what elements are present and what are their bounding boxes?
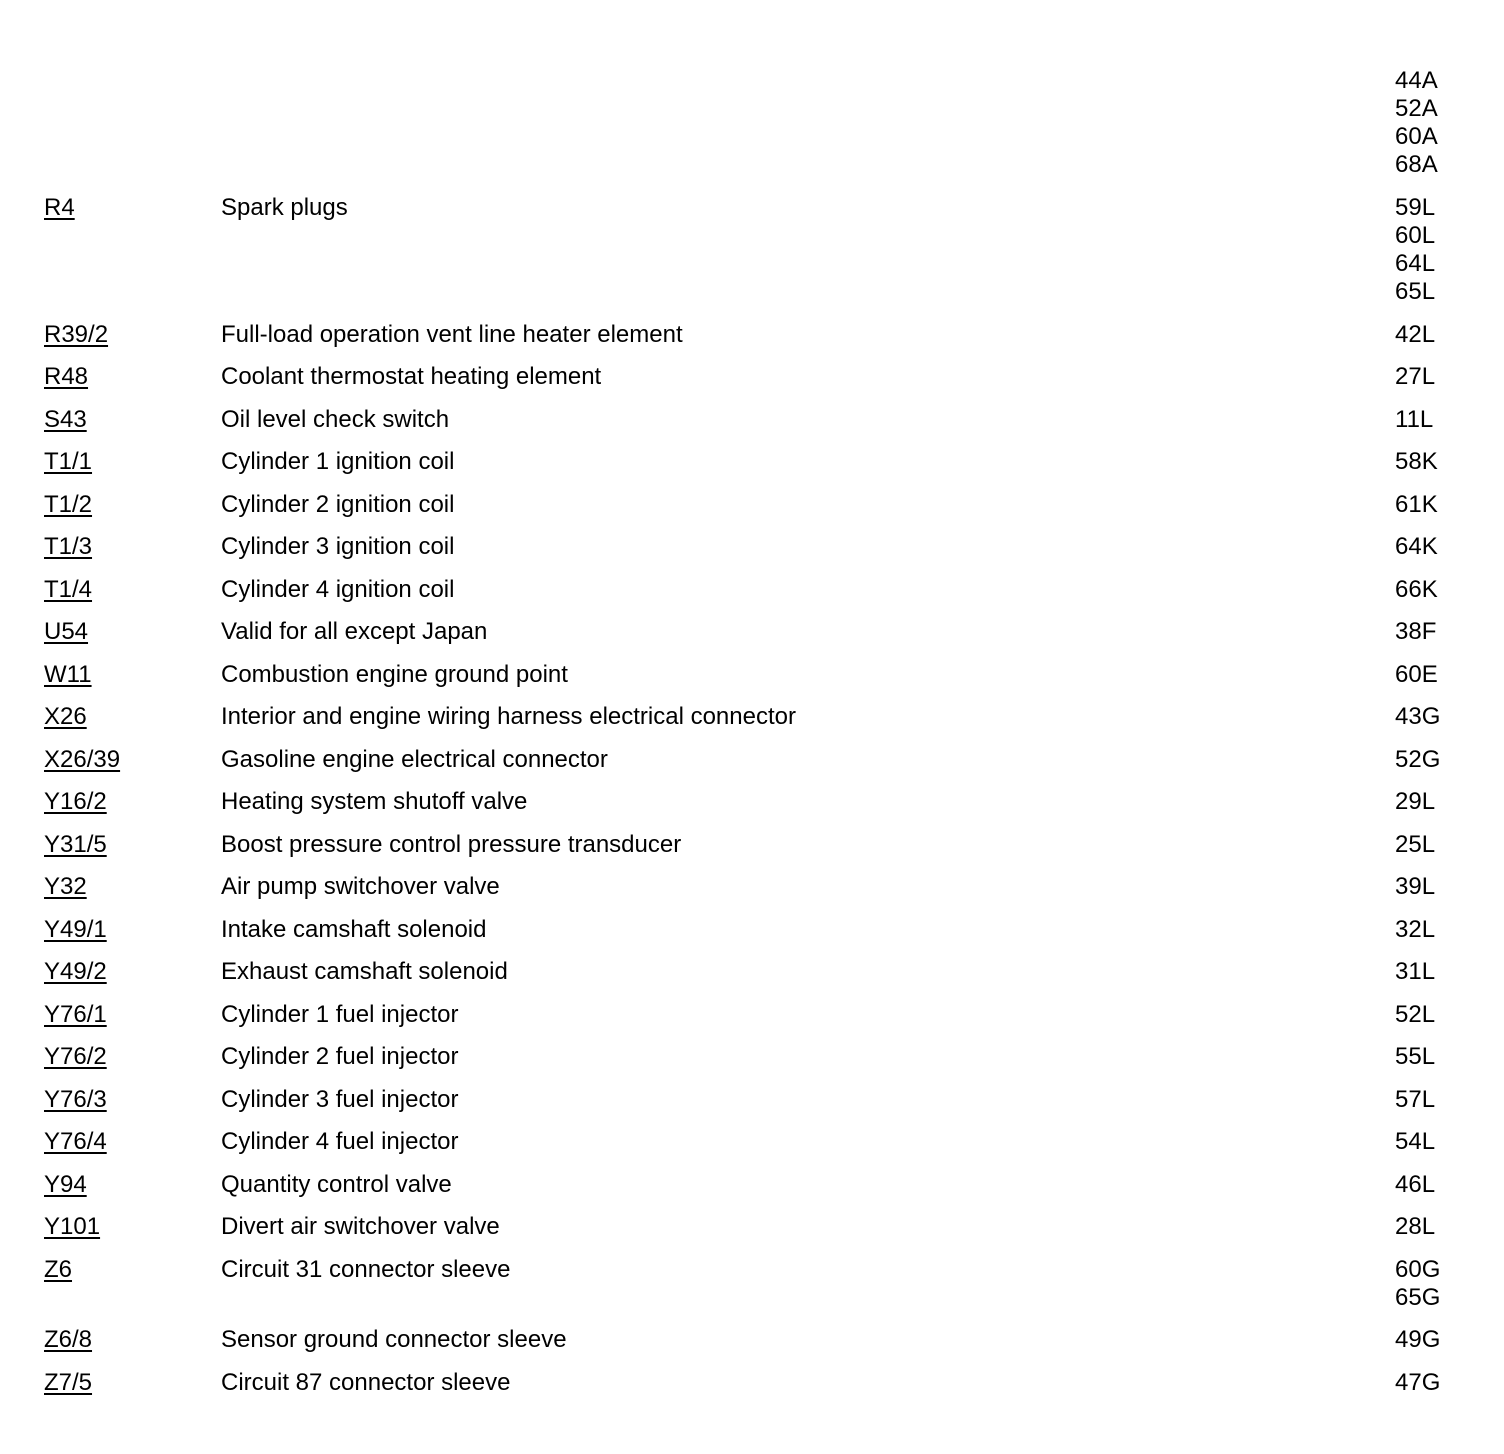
grid-reference-list (1395, 406, 1495, 434)
component-description: Boost pressure control pressure transducer (221, 830, 682, 858)
component-description: Valid for all except Japan (221, 618, 488, 645)
grid-reference: 43G (1395, 703, 1441, 730)
component-code-cell (0, 363, 221, 391)
legend-row (0, 194, 1504, 321)
component-code-cell (0, 67, 221, 95)
component-code-cell (0, 916, 221, 944)
legend-row (0, 873, 1504, 916)
component-code-cell (0, 958, 221, 986)
component-description: Interior and engine wiring harness electrical connector (221, 703, 796, 730)
grid-reference-list (1395, 1086, 1495, 1114)
grid-reference: 38F (1395, 618, 1437, 645)
legend-row (0, 576, 1504, 619)
grid-reference: 52A (1395, 95, 1438, 122)
component-description: Cylinder 3 ignition coil (221, 533, 455, 560)
grid-reference-list (1395, 916, 1495, 944)
grid-reference-list (1395, 661, 1495, 689)
grid-reference-list (1395, 67, 1495, 179)
legend-row (0, 1128, 1504, 1171)
grid-reference: 52L (1395, 1000, 1436, 1028)
legend-row (0, 916, 1504, 959)
grid-reference: 59L (1395, 194, 1436, 221)
grid-reference: 32L (1395, 915, 1436, 943)
component-code-link[interactable]: R39/2 (44, 320, 109, 348)
component-description: Gasoline engine electrical connector (221, 745, 608, 773)
component-legend (0, 67, 1504, 1411)
grid-reference: 47G (1395, 1368, 1441, 1396)
grid-reference: 60G (1395, 1255, 1441, 1283)
grid-reference: 39L (1395, 873, 1436, 900)
grid-reference: 42L (1395, 320, 1436, 348)
component-code-cell (0, 533, 221, 561)
component-code-cell (0, 873, 221, 901)
component-code-cell (0, 703, 221, 731)
grid-reference-list (1395, 448, 1495, 476)
component-description: Air pump switchover valve (221, 873, 500, 900)
component-code-link[interactable]: R4 (44, 194, 75, 221)
legend-row (0, 67, 1504, 194)
grid-reference: 57L (1395, 1085, 1436, 1113)
component-description: Cylinder 4 fuel injector (221, 1128, 459, 1155)
grid-reference: 52G (1395, 745, 1441, 773)
component-code-link[interactable]: W11 (44, 660, 92, 688)
legend-row (0, 618, 1504, 661)
grid-reference: 64K (1395, 533, 1438, 560)
legend-row (0, 1326, 1504, 1369)
component-code-cell (0, 491, 221, 519)
component-description: Combustion engine ground point (221, 660, 568, 688)
component-description: Cylinder 2 ignition coil (221, 490, 455, 518)
component-code-cell (0, 448, 221, 476)
grid-reference: 65L (1395, 278, 1436, 305)
grid-reference: 55L (1395, 1043, 1436, 1070)
component-description: Full-load operation vent line heater element (221, 320, 683, 348)
legend-row (0, 1001, 1504, 1044)
legend-row (0, 788, 1504, 831)
legend-row (0, 321, 1504, 364)
component-description: Heating system shutoff valve (221, 788, 528, 815)
grid-reference-list (1395, 746, 1495, 774)
grid-reference-list (1395, 363, 1495, 391)
legend-row (0, 448, 1504, 491)
component-code-cell (0, 406, 221, 434)
grid-reference-list (1395, 194, 1495, 306)
component-code-cell (0, 618, 221, 646)
grid-reference: 60A (1395, 123, 1438, 150)
legend-row (0, 1171, 1504, 1214)
grid-reference-list (1395, 873, 1495, 901)
component-code-link[interactable]: T1/2 (44, 490, 93, 518)
component-code-link[interactable]: Y76/3 (44, 1085, 107, 1113)
component-code-cell (0, 1128, 221, 1156)
component-description: Cylinder 1 fuel injector (221, 1000, 459, 1028)
component-description: Cylinder 1 ignition coil (221, 448, 455, 475)
component-code-cell (0, 788, 221, 816)
component-code-link[interactable]: T1/3 (44, 533, 93, 560)
component-code-link[interactable]: Y32 (44, 873, 87, 900)
grid-reference: 28L (1395, 1213, 1436, 1240)
component-code-link[interactable]: U54 (44, 618, 89, 645)
legend-row (0, 1256, 1504, 1327)
component-description: Cylinder 3 fuel injector (221, 1085, 459, 1113)
grid-reference-list (1395, 1326, 1495, 1354)
legend-row (0, 703, 1504, 746)
component-code-link[interactable]: X26/39 (44, 745, 121, 773)
component-code-link[interactable]: Z7/5 (44, 1368, 93, 1396)
grid-reference-list (1395, 1171, 1495, 1199)
component-code-cell (0, 831, 221, 859)
grid-reference-list (1395, 1001, 1495, 1029)
component-code-link[interactable]: T1/4 (44, 575, 93, 603)
grid-reference: 49G (1395, 1326, 1441, 1353)
component-code-link[interactable]: Y31/5 (44, 830, 107, 858)
grid-reference: 60E (1395, 660, 1438, 688)
component-code-link[interactable]: S43 (44, 405, 87, 433)
legend-row (0, 661, 1504, 704)
component-code-cell (0, 1213, 221, 1241)
grid-reference: 54L (1395, 1128, 1436, 1155)
component-code-cell (0, 661, 221, 689)
grid-reference: 68A (1395, 151, 1438, 178)
legend-row (0, 491, 1504, 534)
component-description: Circuit 87 connector sleeve (221, 1368, 511, 1396)
legend-row (0, 1086, 1504, 1129)
legend-row (0, 1043, 1504, 1086)
component-code-cell (0, 1171, 221, 1199)
component-code-link[interactable]: Y49/2 (44, 958, 107, 985)
component-description: Circuit 31 connector sleeve (221, 1255, 511, 1283)
component-code-cell (0, 1086, 221, 1114)
grid-reference-list (1395, 533, 1495, 561)
legend-row (0, 958, 1504, 1001)
grid-reference: 25L (1395, 830, 1436, 858)
component-code-link[interactable]: T1/1 (44, 448, 93, 475)
legend-row (0, 831, 1504, 874)
grid-reference: 66K (1395, 575, 1438, 603)
component-description: Oil level check switch (221, 405, 450, 433)
component-code-cell (0, 576, 221, 604)
component-code-link[interactable]: Y49/1 (44, 915, 107, 943)
grid-reference-list (1395, 703, 1495, 731)
component-code-cell (0, 1326, 221, 1354)
grid-reference-list (1395, 1256, 1495, 1312)
component-description: Spark plugs (221, 194, 348, 221)
grid-reference: 44A (1395, 67, 1438, 94)
component-code-cell (0, 1001, 221, 1029)
component-code-cell (0, 746, 221, 774)
component-code-cell (0, 321, 221, 349)
grid-reference: 61K (1395, 490, 1438, 518)
component-code-cell (0, 194, 221, 222)
grid-reference-list (1395, 576, 1495, 604)
component-code-cell (0, 1256, 221, 1284)
component-code-link[interactable]: X26 (44, 703, 87, 730)
legend-row (0, 1369, 1504, 1412)
grid-reference: 31L (1395, 958, 1436, 985)
grid-reference-list (1395, 1128, 1495, 1156)
component-code-link[interactable]: Y76/1 (44, 1000, 107, 1028)
legend-row (0, 363, 1504, 406)
grid-reference-list (1395, 1043, 1495, 1071)
grid-reference-list (1395, 1369, 1495, 1397)
grid-reference: 27L (1395, 363, 1436, 390)
grid-reference-list (1395, 618, 1495, 646)
legend-row (0, 406, 1504, 449)
component-description: Divert air switchover valve (221, 1213, 500, 1240)
grid-reference: 29L (1395, 788, 1436, 815)
component-code-link[interactable]: R48 (44, 363, 89, 390)
component-description: Quantity control valve (221, 1170, 452, 1198)
component-code-link[interactable]: Y101 (44, 1213, 101, 1240)
component-description: Intake camshaft solenoid (221, 915, 487, 943)
grid-reference-list (1395, 491, 1495, 519)
component-code-link[interactable]: Y76/2 (44, 1043, 107, 1070)
grid-reference-list (1395, 788, 1495, 816)
component-code-link[interactable]: Y16/2 (44, 788, 107, 815)
grid-reference: 58K (1395, 448, 1438, 475)
grid-reference: 46L (1395, 1170, 1436, 1198)
component-description: Coolant thermostat heating element (221, 363, 602, 390)
component-code-cell (0, 1043, 221, 1071)
grid-reference: 64L (1395, 250, 1436, 277)
grid-reference-list (1395, 1213, 1495, 1241)
component-code-link[interactable]: Y76/4 (44, 1128, 107, 1155)
component-code-link[interactable]: Z6/8 (44, 1326, 93, 1353)
grid-reference-list (1395, 958, 1495, 986)
component-description: Cylinder 2 fuel injector (221, 1043, 459, 1070)
component-code-link[interactable]: Y94 (44, 1170, 87, 1198)
component-description: Exhaust camshaft solenoid (221, 958, 508, 985)
legend-row (0, 533, 1504, 576)
grid-reference: 65G (1395, 1283, 1441, 1311)
component-description: Sensor ground connector sleeve (221, 1326, 567, 1353)
grid-reference-list (1395, 831, 1495, 859)
component-code-cell (0, 1369, 221, 1397)
component-description: Cylinder 4 ignition coil (221, 575, 455, 603)
legend-row (0, 1213, 1504, 1256)
legend-row (0, 746, 1504, 789)
grid-reference: 11L (1395, 405, 1434, 433)
grid-reference: 60L (1395, 222, 1436, 249)
grid-reference-list (1395, 321, 1495, 349)
component-code-link[interactable]: Z6 (44, 1255, 73, 1283)
